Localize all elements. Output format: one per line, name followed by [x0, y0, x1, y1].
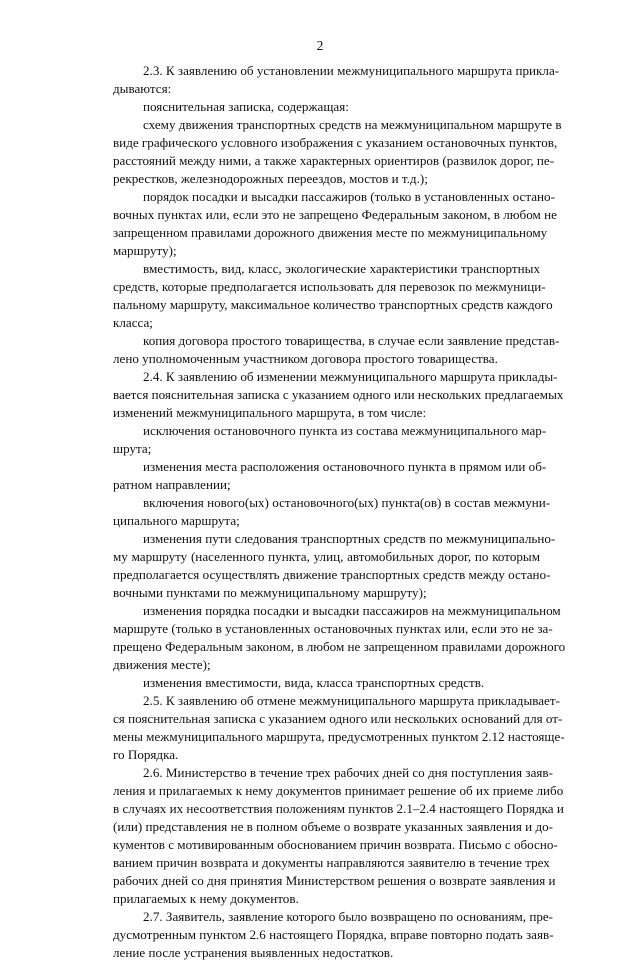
text-line: пальному маршруту, максимальное количество транспортных средств каждого [113, 297, 553, 312]
text-line: изменения пути следования транспортных средств по межмуниципально- [143, 531, 556, 546]
text-line: движения месте); [113, 657, 211, 672]
text-line: (или) представления не в полном объеме о возврате указанных заявления и до- [113, 819, 554, 834]
text-line: му маршруту (населенного пункта, улиц, автомобильных дорог, по которым [113, 549, 540, 564]
text-line: порядок посадки и высадки пассажиров (только в установленных остано- [143, 189, 555, 204]
text-line: 2.3. К заявлению об установлении межмуниципального маршрута прикла- [143, 63, 560, 78]
text-line: ления и прилагаемых к нему документов принимает решение об их приеме либо [113, 783, 564, 798]
text-line: изменения порядка посадки и высадки пассажиров на межмуниципальном [143, 603, 561, 618]
text-line: маршруту); [113, 243, 177, 258]
text-line: включения нового(ых) остановочного(ых) пункта(ов) в состав межмуни- [143, 495, 551, 510]
text-line: изменения места расположения остановочного пункта в прямом или об- [143, 459, 547, 474]
text-line: 2.4. К заявлению об изменении межмуниципального маршрута приклады- [143, 369, 558, 384]
text-line: виде графического условного изображения с указанием остановочных пунктов, [113, 135, 558, 150]
text-line: го Порядка. [113, 747, 179, 762]
text-line: дываются: [113, 81, 172, 96]
document-body [113, 62, 566, 962]
text-line: пояснительная записка, содержащая: [143, 99, 349, 114]
text-line: лено уполномоченным участником договора простого товарищества. [113, 351, 498, 366]
text-line: шрута; [113, 441, 152, 456]
text-line: вочными пунктами по межмуниципальному маршруту); [113, 585, 427, 600]
text-line: предполагается осуществлять движение транспортных средств между остано- [113, 567, 551, 582]
text-line: исключения остановочного пункта из состава межмуниципального мар- [143, 423, 547, 438]
text-line: класса; [113, 315, 153, 330]
text-line: прилагаемых к нему документов. [113, 891, 299, 906]
text-line: маршруте (только в установленных остановочных пунктах или, если это не за- [113, 621, 553, 636]
text-line: вается пояснительная записка с указанием одного или нескольких предлагаемых [113, 387, 564, 402]
text-line: копия договора простого товарищества, в случае если заявление представ- [143, 333, 560, 348]
text-line: 2.5. К заявлению об отмене межмуниципального маршрута прикладывает- [143, 693, 560, 708]
text-line: вочных пунктах или, если это не запрещено Федеральным законом, в любом не [113, 207, 557, 222]
text-line: дусмотренным пунктом 2.6 настоящего Порядка, вправе повторно подать заяв- [113, 927, 554, 942]
text-line: рекрестков, железнодорожных переездов, мостов и т.д.); [113, 171, 428, 186]
text-line: средств, которые предполагается использовать для перевозок по межмуници- [113, 279, 546, 294]
text-line: изменений межмуниципального маршрута, в том числе: [113, 405, 427, 420]
text-line: в случаях их несоответствия положениям пунктов 2.1–2.4 настоящего Порядка и [113, 801, 564, 816]
text-line: изменения вместимости, вида, класса транспортных средств. [143, 675, 485, 690]
text-line: схему движения транспортных средств на межмуниципальном маршруте в [143, 117, 562, 132]
text-line: расстояний между ними, а также характерных ориентиров (развилок дорог, пе- [113, 153, 555, 168]
text-line: запрещенном правилами дорожного движения месте по межмуниципальному [113, 225, 548, 240]
text-line: рабочих дней со дня принятия Министерством решения о возврате заявления и [113, 873, 556, 888]
text-line: прещено Федеральным законом, в любом не запрещенном правилами дорожного [113, 639, 566, 654]
text-line: кументов с мотивированным обоснованием причин возврата. Письмо с обосно- [113, 837, 558, 852]
page-number: 2 [316, 38, 324, 53]
text-line: 2.6. Министерство в течение трех рабочих дней со дня поступления заяв- [143, 765, 553, 780]
text-line: ванием причин возврата и документы направляются заявителю в течение трех [113, 855, 550, 870]
text-line: ление после устранения выявленных недостатков. [113, 945, 394, 960]
text-line: ся пояснительная записка с указанием одного или нескольких оснований для от- [113, 711, 563, 726]
text-line: вместимость, вид, класс, экологические характеристики транспортных [143, 261, 540, 276]
text-line: мены межмуниципального маршрута, предусмотренных пунктом 2.12 настояще- [113, 729, 565, 744]
text-line: ратном направлении; [113, 477, 231, 492]
text-line: ципального маршрута; [113, 513, 240, 528]
text-line: 2.7. Заявитель, заявление которого было возвращено по основаниям, пре- [143, 909, 554, 924]
